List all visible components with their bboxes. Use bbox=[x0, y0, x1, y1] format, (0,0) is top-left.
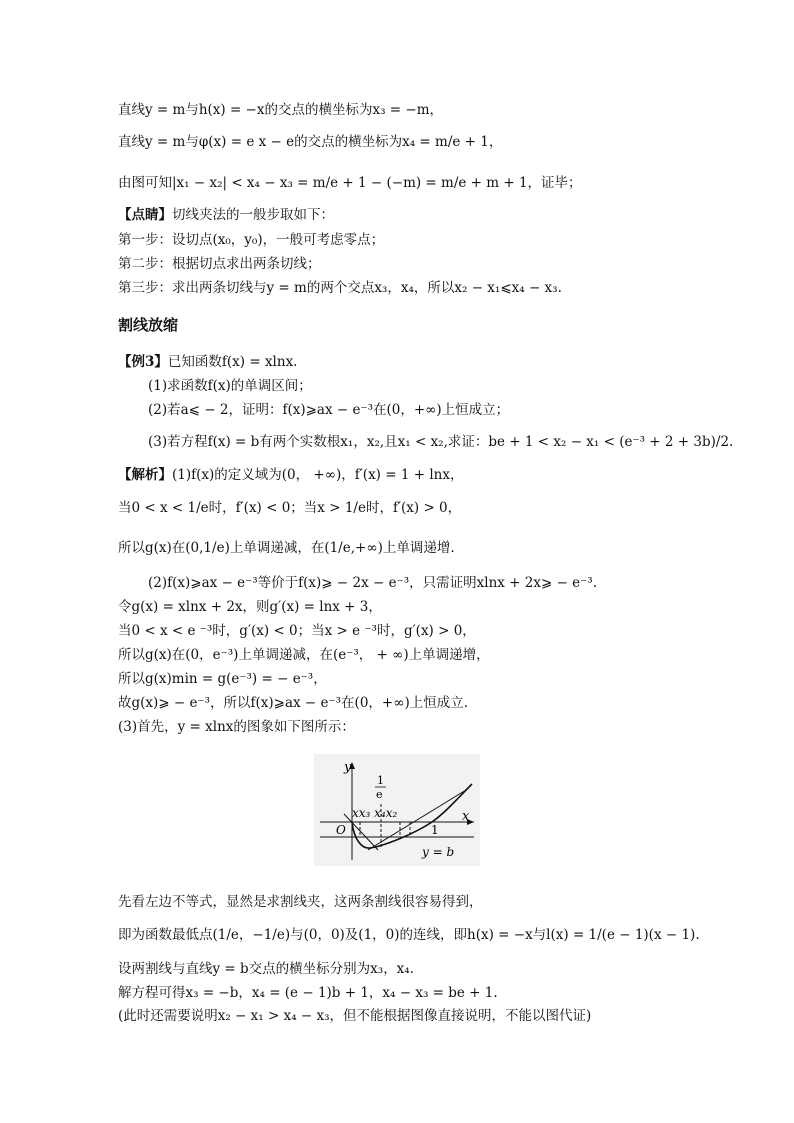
graph-svg bbox=[314, 754, 480, 866]
example-tag: 【例3】 bbox=[118, 354, 168, 370]
text-line: 第一步：设切点(x₀，y₀)，一般可考虑零点； bbox=[118, 232, 385, 248]
solution-text: (1)f(x)的定义域为(0， +∞)，f′(x) = 1 + lnx， bbox=[172, 467, 464, 483]
text-line: 所以g(x)在(0，e⁻³)上单调递减，在(e⁻³， + ∞)上单调递增， bbox=[118, 647, 490, 663]
text-line: 由图可知|x₁ − x₂| < x₄ − x₃ = m/e + 1 − (−m) = m/e + m + 1，证毕； bbox=[118, 175, 582, 191]
text-line: 直线y = m与h(x) = −x的交点的横坐标为x₃ = −m， bbox=[118, 102, 444, 118]
text-line: 设两割线与直线y = b交点的横坐标分别为x₃，x₄. bbox=[118, 961, 415, 977]
text-line: 所以g(x)min = g(e⁻³) = − e⁻³， bbox=[118, 671, 327, 687]
solution-tag: 【解析】 bbox=[118, 467, 172, 483]
text-line: (此时还需要说明x₂ − x₁ > x₄ − x₃，但不能根据图像直接说明，不能以图代证) bbox=[118, 1008, 592, 1024]
note-text: 切线夹法的一般步取如下： bbox=[172, 207, 334, 223]
note-tag: 【点睛】 bbox=[118, 207, 172, 223]
y-axis-label: y bbox=[344, 760, 352, 775]
text-line: 当0 < x < 1/e时，f′(x) < 0；当x > 1/e时，f′(x) > 0， bbox=[118, 500, 462, 516]
text-line: 第二步：根据切点求出两条切线； bbox=[118, 256, 321, 272]
text-line: 第三步：求出两条切线与y = m的两个交点x₃，x₄，所以x₂ − x₁⩽x₄ − x₃. bbox=[118, 280, 562, 296]
text-line: 令g(x) = xlnx + 2x，则g′(x) = lnx + 3， bbox=[118, 599, 382, 615]
text-line: (2)若a⩽ − 2，证明：f(x)⩾ax − e⁻³在(0，+∞)上恒成立； bbox=[148, 402, 510, 418]
note-line bbox=[118, 205, 334, 225]
text-line: 先看左边不等式，显然是求割线夹，这两条割线很容易得到， bbox=[118, 894, 483, 910]
text-line: (1)求函数f(x)的单调区间； bbox=[148, 378, 312, 394]
text-line: 解方程可得x₃ = −b，x₄ = (e − 1)b + 1，x₄ − x₃ = be + 1. bbox=[118, 985, 498, 1001]
x-axis-label: x bbox=[462, 809, 470, 824]
solution-line bbox=[118, 465, 463, 485]
text-line: 直线y = m与φ(x) = e x − e的交点的横坐标为x₄ = m/e + 1， bbox=[118, 134, 503, 150]
secant-l bbox=[368, 790, 466, 850]
text-line: (2)f(x)⩾ax − e⁻³等价于f(x)⩾ − 2x − e⁻³，只需证明xlnx + 2x⩾ − e⁻³. bbox=[148, 575, 597, 591]
text-line: (3)若方程f(x) = b有两个实数根x₁，x₂,且x₁ < x₂,求证：be + 1 < x₂ − x₁ < (e⁻³ + 2 + 3b)/2. bbox=[148, 434, 734, 450]
origin-label: O bbox=[336, 823, 346, 837]
text-line: 故g(x)⩾ − e⁻³，所以f(x)⩾ax − e⁻³在(0，+∞)上恒成立. bbox=[118, 695, 469, 711]
section-heading: 割线放缩 bbox=[118, 316, 179, 334]
text-line: 当0 < x < e ⁻³时，g′(x) < 0；当x > e ⁻³时，g′(x) > 0， bbox=[118, 623, 476, 639]
x-labels: xx₃ x₄x₂ bbox=[352, 806, 398, 820]
one-label: 1 bbox=[431, 823, 439, 837]
function-graph bbox=[314, 754, 480, 866]
text-line: 所以g(x)在(0,1/e)上单调递减，在(1/e,+∞)上单调递增. bbox=[118, 540, 455, 556]
text-line: 即为函数最低点(1/e，−1/e)与(0，0)及(1，0)的连线，即h(x) = −x与l(x) = 1/(e − 1)(x − 1). bbox=[118, 927, 700, 943]
one-over-e-den: e bbox=[376, 788, 383, 801]
text-line: (3)首先，y = xlnx的图象如下图所示： bbox=[118, 719, 355, 735]
example-text: 已知函数f(x) = xlnx. bbox=[167, 354, 298, 370]
example-line bbox=[118, 352, 297, 372]
yb-label: y = b bbox=[422, 845, 455, 859]
one-over-e-num: 1 bbox=[377, 774, 384, 787]
